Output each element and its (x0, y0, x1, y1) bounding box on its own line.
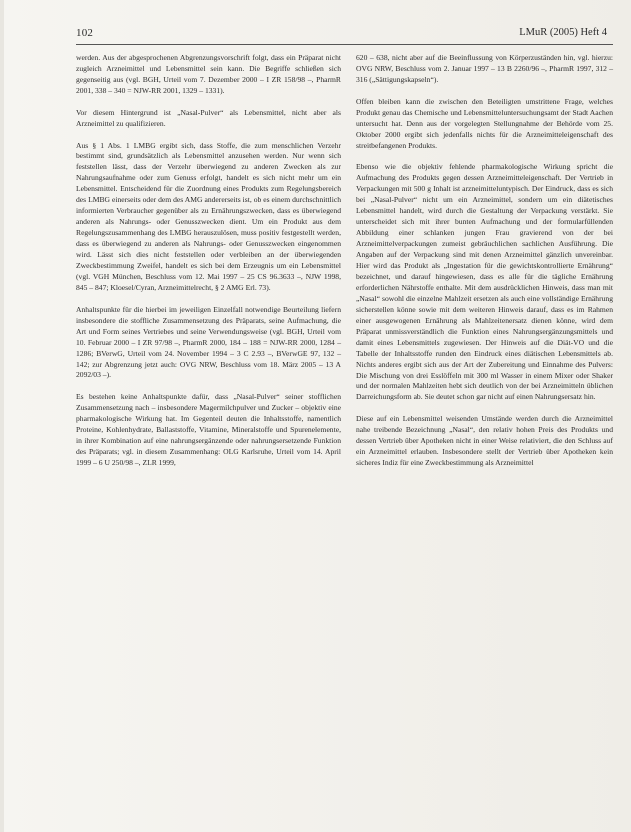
paragraph: Anhaltspunkte für die hierbei im jeweiligen Einzelfall notwendige Beurteilung liefern insbesondere die stoffliche Zusammensetzung des Präparats, seine Aufmachung, die Art und Form seines Vertriebes und seine Verwendungsweise (vgl. BGH, Urteil vom 10. Februar 2000 – I ZR 97/98 –, PharmR 2000, 184 – 188 = NJW-RR 2000, 1284 – 1286; BVerwG, Urteil vom 24. November 1994 – 3 C 2.93 –, BVerwGE 97, 132 – 142; zur Abgrenzung jetzt auch: OVG NRW, Beschluss vom 18. März 2005 – 13 A 2092/03 –). (76, 304, 341, 380)
paragraph: Ebenso wie die objektiv fehlende pharmakologische Wirkung spricht die Aufmachung des Produkts gegen dessen Arzneimitteleigenschaft. Der Vertrieb in Verpackungen mit 500 g Inhalt ist arzneimitteluntypisch. Der Eindruck, dass es sich bei „Nasal-Pulver“ nicht um ein Arzneimittel, sondern um ein diätetisches Lebensmittel handelt, wird durch die Gestaltung der Verpackung verstärkt. Sie unterscheidet sich mit ihrer bunten Aufmachung und der formularfüllenden Abbildung einer schlanken jungen Frau gravierend von der bei Arzneimittelverpackungen zumeist gebräuchlichen sachlichen Ausführung. Die Angaben auf der Verpackung sind mit denen Arzneimittel gänzlich unvereinbar. Hier wird das Produkt als „Ingestation für die gewichtskontrollierte Ernährung“ bezeichnet, und darauf hingewiesen, dass es alle für die tägliche Ernährung erforderlichen Nährstoffe enthalte. Mit dem ausdrücklichen Hinweis, dass man mit „Nasal“ sowohl die einzelne Mahlzeit ersetzen als auch eine vollständige Ernährung sicherstellen könne sowie mit dem weiteren Hinweis darauf, dass es im Rahmen einer ausgewogenen Ernährung als Mahlzeitenersatz dienen könne, wird dem Präparat unmissverständlich die Funktion eines Nahrungsergänzungsmittels und damit eines Lebensmittels zugewiesen. Der Hinweis auf die Diät-VO und die Tabelle der Inhaltsstoffe runden den Eindruck eines diätischen Lebensmittels ab. Nichts anderes ergibt sich aus der Art der Zubereitung und Einnahme des Pulvers: Die Mischung von drei Esslöffeln mit 300 ml Wasser in einem Mixer oder Shaker und der normalen Mahlzeiten hebt sich deutlich von der bei Arzneimitteln üblichen Darreichungsform ab. Sie deutet schon gar nicht auf einen Nahrungsersatz hin. (356, 162, 613, 402)
paragraph: Es bestehen keine Anhaltspunkte dafür, dass „Nasal-Pulver“ seiner stofflichen Zusammensetzung nach – insbesondere Magermilchpulver und Zucker – objektiv eine pharmakologische Wirkung hat. Im Gegenteil deuten die Inhaltsstoffe, namentlich Proteine, Kohlenhydrate, Ballaststoffe, Vitamine, Mineralstoffe und Spurenelemente, in ihrer Kombination auf eine nahrungsergänzende oder nahrungsersetzende Funktion des Präparats; vgl. in diesem Zusammenhang: OLG Karlsruhe, Urteil vom 14. April 1999 – 6 U 250/98 –, ZLR 1999, (76, 392, 341, 468)
paragraph: Aus § 1 Abs. 1 LMBG ergibt sich, dass Stoffe, die zum menschlichen Verzehr bestimmt sind, grundsätzlich als Lebensmittel anzusehen werden. Nur wenn sich feststellen lässt, dass der Verzehr überwiegend zu anderen Zwecken als zur Nahrungsaufnahme oder zum Genuss erfolgt, handelt es sich nicht mehr um ein Lebensmittel. Entscheidend für die Zuordnung eines Produkts zum Regelungsbereich des LMBG einerseits oder dem des AMG andererseits ist, ob es einem durchschnittlich informierten Verbraucher gegenüber als zu Ernährungszwecken, dass es überwiegend anderen als Nahrungs- oder Genusszwecken dient. Um ein Produkt aus dem Regelungszusammenhang des LMBG herauszulösen, muss positiv festgestellt werden, dass es überwiegend zu anderen als Nahrungs- oder Genusszwecken eingenommen wird. Lässt sich dies nicht feststellen oder verbleiben an der überwiegenden Zweckbestimmung Zweifel, handelt es sich bei dem Erzeugnis um ein Lebensmittel (vgl. VGH München, Beschluss vom 12. Mai 1997 – 25 CS 96.3633 –, NJW 1998, 845 – 847; Kloesel/Cyran, Arzneimittelrecht, § 2 AMG Erl. 73). (76, 140, 341, 292)
paragraph: werden. Aus der abgesprochenen Abgrenzungsvorschrift folgt, dass ein Präparat nicht zugleich Arzneimittel und Lebensmittel sein kann. Die Begriffe schließen sich gegenseitig aus (vgl. BGH, Urteil vom 7. Dezember 2000 – I ZR 158/98 –, PharmR 2001, 338 – 340 = NJW-RR 2001, 1329 – 1331). (76, 53, 341, 95)
page-number: 102 (76, 27, 94, 39)
header-rule (76, 44, 613, 45)
scan-edge (0, 0, 4, 832)
paragraph: Offen bleiben kann die zwischen den Beteiligten umstrittene Frage, welches Produkt genau das Chemische und Lebensmitteluntersuchungsamt der Stadt Aachen untersucht hat. Denn aus der vorgelegten Stellungnahme der Behörde vom 25. Oktober 2000 ergibt sich jedenfalls nichts für die Arzneimitteleigenschaft des streitbefangenen Produkts. (356, 96, 613, 150)
paragraph: 620 – 638, nicht aber auf die Beeinflussung von Körperzuständen hin, vgl. hierzu: OVG NRW, Beschluss vom 2. Januar 1997 – 13 B 2260/96 –, PharmR 1997, 312 – 316 („Sättigungskapseln“). (356, 53, 613, 84)
right-column (356, 53, 613, 480)
paragraph: Vor diesem Hintergrund ist „Nasal-Pulver“ als Lebensmittel, nicht aber als Arzneimittel zu qualifizieren. (76, 107, 341, 128)
left-column (76, 53, 341, 480)
paragraph: Diese auf ein Lebensmittel weisenden Umstände werden durch die Arzneimittel nahe treibende Bezeichnung „Nasal“, den relativ hohen Preis des Produkts und dessen Vertrieb über Apotheken nicht in einer Weise relativiert, die den Schluss auf ein Arzneimittel erlauben. Insbesondere stellt der Vertrieb über Apotheken kein sicheres Indiz für eine Zweckbestimmung als Arzneimittel (356, 414, 613, 468)
journal-reference: LMuR (2005) Heft 4 (519, 27, 607, 38)
